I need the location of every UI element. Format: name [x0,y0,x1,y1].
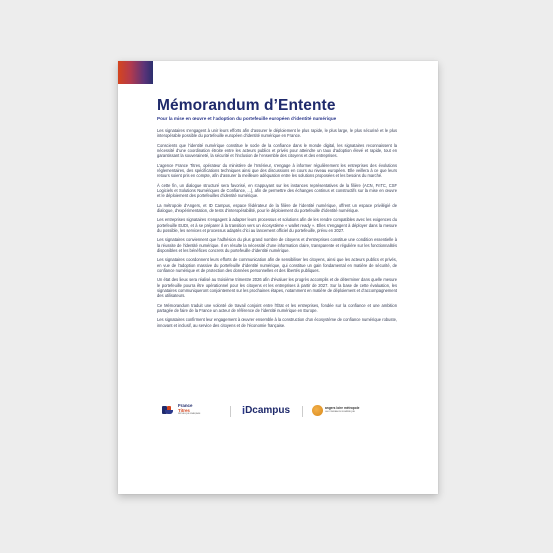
document-title: Mémorandum d’Entente [157,97,336,114]
france-titres-line1: France [178,403,193,409]
document-body [157,97,397,332]
france-titres-mark-icon [162,404,176,416]
paragraph: Les signataires s’engagent à unir leurs efforts afin d’assurer le déploiement le plus rapide, le plus large, le plus sécurisé et le plus interopérable possible du portefeuille européen d’identité numérique en France. [157,128,397,139]
angers-tagline: LA CONFIANCE NUMÉRIQUE [325,410,356,413]
france-titres-logo [162,404,200,416]
paragraph: Un état des lieux sera réalisé au troisième trimestre 2026 afin d’évaluer les progrès accomplis et de déterminer dans quelle mesure le portefeuille pourra être opérationnel pour les citoyens et les entreprises à partir de 2027. Sur la base de cette évaluation, les signataires communiqueront conjointement sur les prochaines étapes, notamment en matière de déploiement et d’accompagnement des utilisateurs. [157,277,397,299]
paragraph: Ce Mémorandum traduit une volonté de travail conjoint entre l’État et les entreprises, fondée sur la confiance et une ambition partagée de faire de la France un acteur de référence de l’identité numérique en Europe. [157,302,397,313]
paragraph: Les signataires confirment leur engagement à œuvrer ensemble à la construction d’un écosystème de confiance numérique robuste, innovant et inclusif, au service des citoyens et de l’économie française. [157,317,397,328]
paragraph: Les entreprises signataires s’engagent à adapter leurs processus et solutions afin de les rendre compatibles avec les exigences du portefeuille EUDI, et à se préparer à la transition vers un écosystème « wallet ready ». Elles s’engagent à déployer dans la mesure du possible, les services et processus adaptés d’ici au lancement officiel du portefeuille, prévu en 2027. [157,217,397,233]
corner-gradient-decoration [118,61,153,84]
idcampus-logo [242,405,290,417]
idcampus-name: Dcampus [245,405,291,416]
paragraph: À cette fin, un dialogue structuré sera favorisé, en s’appuyant sur les instances représentatives de la filière (ACN, FnTC, CSF Logiciels et Solutions Numériques de Confiance, ...), afin de permettre des échanges continus et constructifs sur la mise en œuvre et le déploiement des portefeuilles d’identité numérique. [157,182,397,199]
logo-divider [230,406,231,417]
paragraph: La métropole d’Angers, et ID Campus, espace fédérateur de la filière de l’identité numérique, offrent un espace privilégié de dialogue, d’expérimentation, de tests d’interopérabilité, pour le déploiement du portefeuille d’identité numérique. [157,202,397,213]
idcampus-prefix: i [242,405,246,417]
document-subtitle: Pour la mise en œuvre et l’adoption du portefeuille européen d’identité numérique [157,116,337,121]
document-page [118,61,438,494]
partner-logos [162,404,394,420]
paragraph: Les signataires conviennent que l’adhésion du plus grand nombre de citoyens et d’entreprises constitue une condition essentielle à la réussite de l’identité numérique. Il en résulte la nécessité d’une information claire, transparente et régulière sur les fonctionnalités disponibles et les bénéfices concrets du portefeuille d’identité numérique. [157,237,397,253]
paragraph: Conscients que l’identité numérique constitue le socle de la confiance dans le monde digital, les signataires reconnaissent la nécessité d’une coordination étroite entre les acteurs publics et privés pour atteindre un taux d’adoption élevé et rapide, tout en garantissant la souveraineté, la sécurité et l’inclusion de l’ensemble des citoyens et des entreprises. [157,142,397,159]
angers-name: angers loire métropole [325,406,360,411]
france-titres-line2: Titres [178,407,190,413]
angers-loire-metropole-logo [312,405,359,416]
logo-divider [302,406,303,417]
france-titres-sub: RÉPUBLIQUE FRANÇAISE [178,413,201,416]
paragraph: Les signataires coordonnent leurs efforts de communication afin de sensibiliser les citoyens, ainsi que les acteurs publics et privés, en vue de l’adoption massive du portefeuille d’identité numérique, qui constitue un gain fondamental en matière de sécurité, de confiance numérique et de protection des données personnelles et des libertés publiques. [157,257,397,273]
paragraph: L’agence France Titres, opérateur du ministère de l’Intérieur, s’engage à informer régulièrement les entreprises des évolutions réglementaires, des spécifications techniques ainsi que des discussions en cours au niveau européen. Elle veillera à ce que leurs retours soient pris en compte, afin d’assurer la meilleure adéquation entre les solutions proposées et les besoins du marché. [157,162,397,179]
angers-emblem-icon [312,405,323,416]
